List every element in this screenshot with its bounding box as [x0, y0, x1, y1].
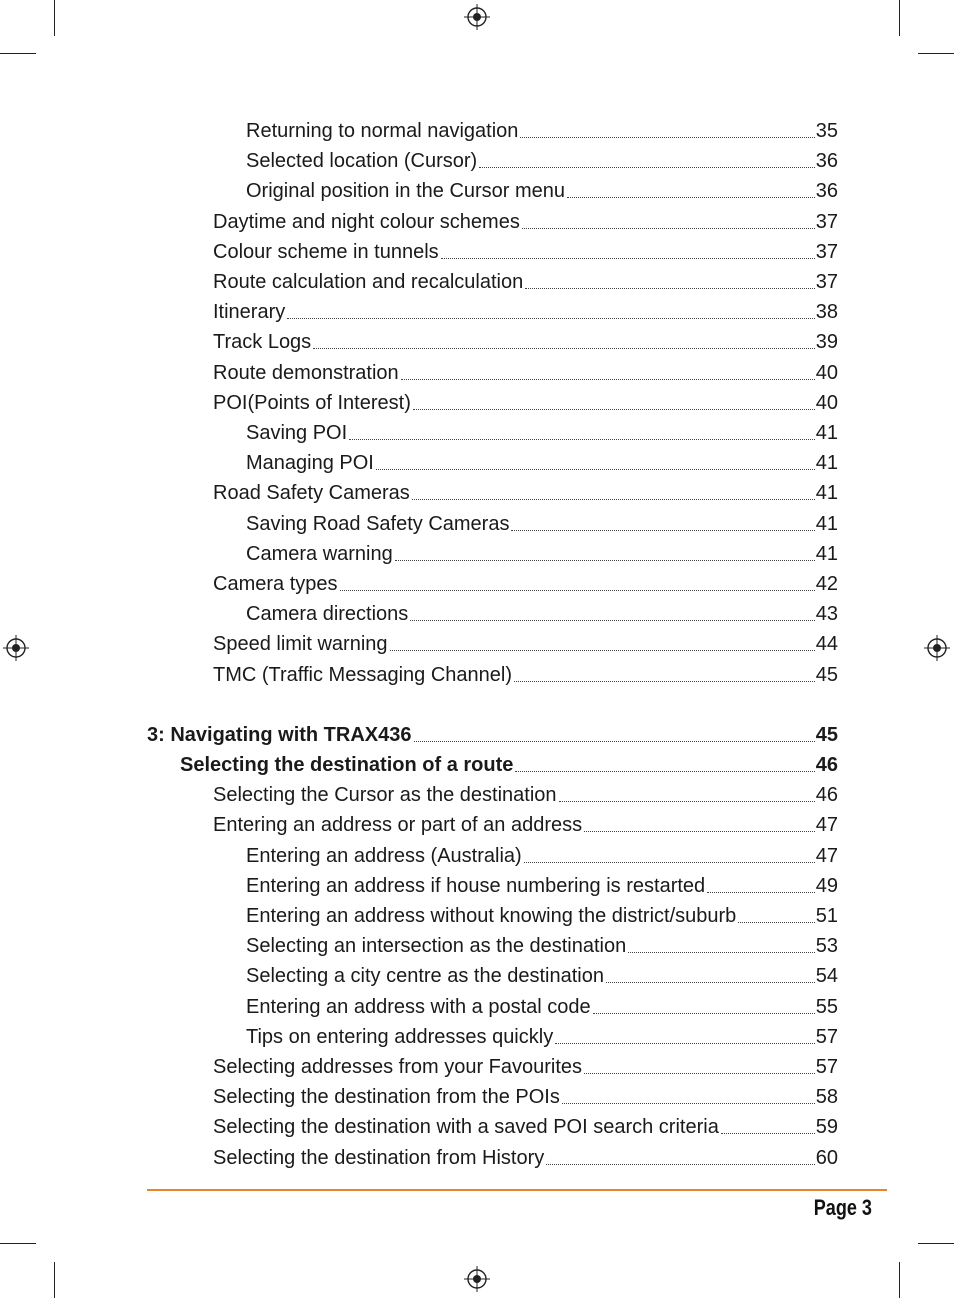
- toc-entry-page: 41: [815, 542, 838, 565]
- dot-leader: [414, 741, 815, 742]
- dot-leader: [522, 228, 815, 229]
- toc-entry-page: 54: [815, 965, 838, 988]
- toc-entry-title: Road Safety Cameras: [213, 482, 410, 505]
- toc-entry-page: 53: [815, 935, 838, 958]
- toc-entry-page: 42: [815, 573, 838, 595]
- toc-entry[interactable]: [213, 294, 838, 324]
- toc-entry-page: 46: [815, 754, 838, 776]
- toc-entry-page: 40: [815, 361, 838, 384]
- dot-leader: [401, 379, 815, 380]
- dot-leader: [606, 982, 815, 983]
- toc-entry-page: 36: [815, 180, 838, 203]
- toc-entry-page: 41: [815, 452, 838, 475]
- toc-entry-title: Camera types: [213, 573, 338, 595]
- toc-entry[interactable]: [246, 506, 838, 536]
- toc-entry[interactable]: [246, 958, 838, 988]
- dot-leader: [515, 771, 814, 772]
- dot-leader: [555, 1043, 815, 1044]
- toc-entry-title: Entering an address without knowing the district/suburb: [246, 905, 737, 927]
- toc-entry-title: TMC (Traffic Messaging Channel): [213, 663, 512, 686]
- toc-entry[interactable]: [246, 989, 838, 1019]
- toc-entry[interactable]: [213, 234, 838, 264]
- dot-leader: [584, 1073, 815, 1074]
- crop-mark: [0, 53, 36, 54]
- toc-entry[interactable]: [213, 1109, 838, 1139]
- toc-entry-title: 3: Navigating with TRAX436: [147, 723, 412, 746]
- dot-leader: [413, 409, 815, 410]
- toc-entry-title: Selecting the destination from the POIs: [213, 1086, 560, 1109]
- toc-entry-title: Selected location (Cursor): [246, 150, 478, 173]
- dot-leader: [313, 348, 815, 349]
- dot-leader: [525, 288, 815, 289]
- toc-entry-title: Entering an address or part of an address: [213, 814, 583, 837]
- toc-entry[interactable]: [246, 415, 838, 445]
- dot-leader: [511, 530, 814, 531]
- toc-entry-page: 37: [815, 210, 838, 233]
- toc-entry[interactable]: [213, 324, 838, 354]
- registration-mark-icon: [924, 635, 950, 661]
- toc-entry-title: Entering an address if house numbering is restarted: [246, 874, 706, 897]
- toc-entry[interactable]: [246, 113, 838, 143]
- toc-entry-title: Itinerary: [213, 301, 286, 324]
- toc-entry-title: Selecting the destination from History: [213, 1146, 545, 1169]
- toc-entry[interactable]: [213, 626, 838, 656]
- toc-entry[interactable]: [213, 385, 838, 415]
- dot-leader: [410, 620, 814, 621]
- toc-entry-page: 55: [815, 995, 838, 1018]
- toc-entry-page: 38: [815, 301, 838, 324]
- toc-entry-page: 47: [815, 844, 838, 867]
- toc-entry[interactable]: [213, 1049, 838, 1079]
- toc-entry[interactable]: [246, 898, 838, 928]
- toc-entry-page: 36: [815, 150, 838, 173]
- toc-entry-title: Tips on entering addresses quickly: [246, 1025, 554, 1048]
- toc-entry[interactable]: [246, 596, 838, 626]
- crop-mark: [918, 53, 954, 54]
- toc-entry-title: Selecting a city centre as the destination: [246, 965, 604, 988]
- dot-leader: [376, 469, 815, 470]
- toc-entry-page: 57: [815, 1025, 838, 1048]
- toc-entry[interactable]: [213, 264, 838, 294]
- toc-entry[interactable]: [246, 1019, 838, 1049]
- dot-leader: [721, 1133, 815, 1134]
- toc-entry-page: 43: [815, 603, 838, 626]
- toc-entry[interactable]: [213, 1140, 838, 1170]
- toc-entry-title: Returning to normal navigation: [246, 120, 519, 142]
- toc-entry-page: 41: [815, 482, 838, 505]
- toc-entry-title: Daytime and night colour schemes: [213, 210, 520, 233]
- toc-entry-title: Route calculation and recalculation: [213, 271, 524, 293]
- toc-entry-page: 49: [815, 874, 838, 897]
- toc-entry[interactable]: [180, 747, 838, 777]
- toc-entry-page: 41: [815, 512, 838, 535]
- dot-leader: [524, 862, 815, 863]
- toc-entry-page: 37: [815, 240, 838, 263]
- toc-entry[interactable]: [246, 868, 838, 898]
- crop-mark: [918, 1243, 954, 1244]
- dot-leader: [412, 499, 815, 500]
- crop-mark: [54, 0, 55, 36]
- dot-leader: [479, 167, 815, 168]
- toc-entry[interactable]: [147, 717, 838, 747]
- toc-entry-page: 41: [815, 422, 838, 444]
- dot-leader: [707, 892, 815, 893]
- dot-leader: [628, 952, 815, 953]
- dot-leader: [593, 1013, 815, 1014]
- toc-entry-title: Colour scheme in tunnels: [213, 240, 439, 263]
- toc-entry-title: Selecting the Cursor as the destination: [213, 784, 557, 807]
- toc-entry-page: 57: [815, 1056, 838, 1078]
- dot-leader: [514, 681, 815, 682]
- dot-leader: [287, 318, 815, 319]
- toc-entry[interactable]: [213, 355, 838, 385]
- crop-mark: [54, 1262, 55, 1298]
- toc-entry[interactable]: [213, 475, 838, 505]
- toc-entry-page: 35: [815, 120, 838, 142]
- registration-mark-icon: [3, 635, 29, 661]
- toc-entry[interactable]: [246, 928, 838, 958]
- toc-entry-page: 45: [815, 723, 838, 746]
- toc-entry[interactable]: [213, 1079, 838, 1109]
- crop-mark: [899, 0, 900, 36]
- toc-entry-title: Selecting addresses from your Favourites: [213, 1056, 583, 1078]
- toc-entry-title: Managing POI: [246, 452, 374, 475]
- footer-divider: [147, 1189, 887, 1191]
- toc-entry[interactable]: [213, 657, 838, 687]
- toc-entry[interactable]: [213, 566, 838, 596]
- page-number: Page 3: [813, 1195, 872, 1220]
- toc-entry-title: Selecting the destination of a route: [180, 754, 514, 776]
- toc-entry-page: 59: [815, 1116, 838, 1139]
- crop-mark: [0, 1243, 36, 1244]
- toc-entry-title: Camera warning: [246, 542, 393, 565]
- toc-entry-page: 47: [815, 814, 838, 837]
- toc-entry-title: Selecting the destination with a saved POI search criteria: [213, 1116, 719, 1139]
- toc-entry-title: POI(Points of Interest): [213, 391, 411, 414]
- toc-entry[interactable]: [246, 445, 838, 475]
- dot-leader: [546, 1164, 814, 1165]
- dot-leader: [441, 258, 815, 259]
- dot-leader: [390, 650, 815, 651]
- toc-entry-page: 58: [815, 1086, 838, 1109]
- toc-entry-title: Selecting an intersection as the destination: [246, 935, 627, 958]
- dot-leader: [395, 560, 815, 561]
- toc-entry[interactable]: [213, 204, 838, 234]
- toc-entry[interactable]: [246, 536, 838, 566]
- dot-leader: [567, 197, 815, 198]
- dot-leader: [562, 1103, 815, 1104]
- toc-entry-title: Entering an address with a postal code: [246, 995, 591, 1018]
- toc-entry-title: Saving POI: [246, 422, 348, 444]
- dot-leader: [520, 137, 814, 138]
- toc-entry-page: 40: [815, 391, 838, 414]
- toc-entry-title: Entering an address (Australia): [246, 844, 522, 867]
- toc-entry-title: Track Logs: [213, 331, 312, 354]
- toc-entry[interactable]: [246, 838, 838, 868]
- crop-mark: [899, 1262, 900, 1298]
- toc-entry-page: 39: [815, 331, 838, 354]
- toc-entry-title: Route demonstration: [213, 361, 399, 384]
- registration-mark-icon: [464, 4, 490, 30]
- toc-entry-page: 44: [815, 633, 838, 656]
- toc-entry-title: Camera directions: [246, 603, 409, 626]
- toc-entry[interactable]: [213, 777, 838, 807]
- toc-entry-page: 51: [815, 905, 838, 927]
- dot-leader: [349, 439, 815, 440]
- dot-leader: [340, 590, 815, 591]
- dot-leader: [738, 922, 814, 923]
- dot-leader: [559, 801, 815, 802]
- toc-entry-title: Speed limit warning: [213, 633, 388, 656]
- registration-mark-icon: [464, 1266, 490, 1292]
- toc-entry-page: 45: [815, 663, 838, 686]
- toc-entry-page: 37: [815, 271, 838, 293]
- toc-entry-page: 60: [815, 1146, 838, 1169]
- dot-leader: [584, 831, 815, 832]
- toc-entry[interactable]: [246, 173, 838, 203]
- toc-entry[interactable]: [246, 143, 838, 173]
- toc-entry-title: Original position in the Cursor menu: [246, 180, 566, 203]
- toc-entry-title: Saving Road Safety Cameras: [246, 512, 510, 535]
- toc-entry-page: 46: [815, 784, 838, 807]
- toc-entry[interactable]: [213, 807, 838, 837]
